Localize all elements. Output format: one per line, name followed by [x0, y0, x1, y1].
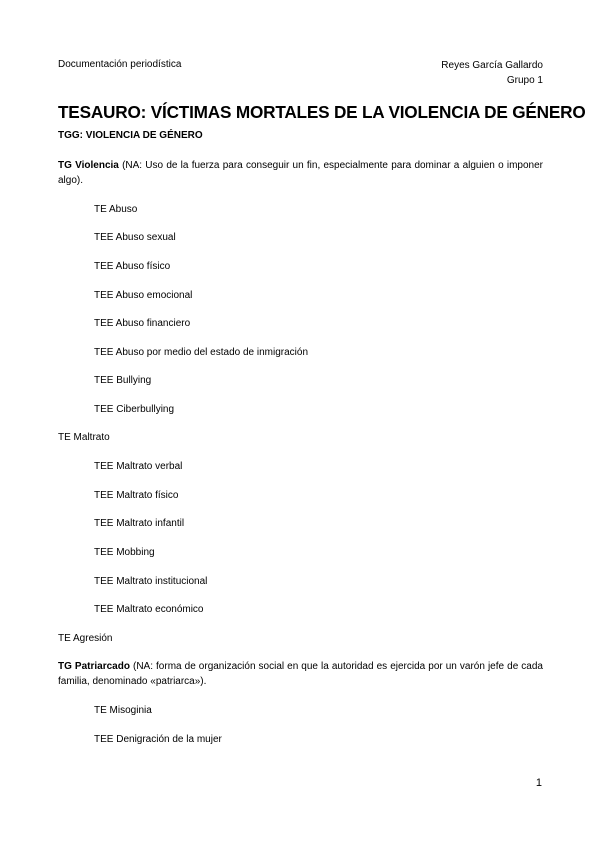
- top-term: TGG: VIOLENCIA DE GÉNERO: [58, 130, 203, 141]
- term-patriarcado-note: (NA: forma de organización social en que la autoridad es ejercida por un varón jefe de cada familia, denominado «patriarca»).: [58, 661, 543, 687]
- list-item: TEE Abuso emocional: [94, 290, 193, 301]
- list-item: TEE Maltrato físico: [94, 490, 179, 501]
- list-item: TEE Bullying: [94, 375, 152, 386]
- page-number: 1: [535, 777, 542, 789]
- page-title: TESAURO: VÍCTIMAS MORTALES DE LA VIOLENCIA DE GÉNERO: [58, 102, 586, 122]
- list-item: TEE Maltrato institucional: [94, 576, 208, 587]
- term-patriarcado: [58, 659, 543, 689]
- list-item: TEE Ciberbullying: [94, 404, 175, 415]
- list-item: TEE Abuso por medio del estado de inmigración: [94, 347, 309, 358]
- header-course: Documentación periodística: [58, 59, 182, 70]
- term-agresion: TE Agresión: [58, 633, 113, 644]
- list-item: TEE Abuso físico: [94, 261, 171, 272]
- list-item: TEE Abuso sexual: [94, 232, 176, 243]
- list-item: TEE Maltrato infantil: [94, 518, 185, 529]
- list-item: TEE Mobbing: [94, 547, 155, 558]
- term-violencia-label: TG Violencia: [58, 160, 119, 171]
- header-author: Reyes García Gallardo: [441, 60, 543, 71]
- list-item: TEE Abuso financiero: [94, 318, 191, 329]
- header-group: Grupo 1: [506, 75, 543, 86]
- list-item: TE Abuso: [94, 204, 138, 215]
- term-maltrato: TE Maltrato: [58, 432, 110, 443]
- list-item: TEE Maltrato económico: [94, 604, 204, 615]
- list-item: TEE Maltrato verbal: [94, 461, 183, 472]
- list-item: TEE Denigración de la mujer: [94, 734, 222, 745]
- term-violencia: [58, 158, 543, 188]
- list-item: TE Misoginia: [94, 705, 152, 716]
- term-violencia-note: (NA: Uso de la fuerza para conseguir un fin, especialmente para dominar a alguien o imponer algo).: [58, 160, 543, 186]
- term-patriarcado-label: TG Patriarcado: [58, 661, 130, 672]
- header-author-block: [441, 58, 543, 88]
